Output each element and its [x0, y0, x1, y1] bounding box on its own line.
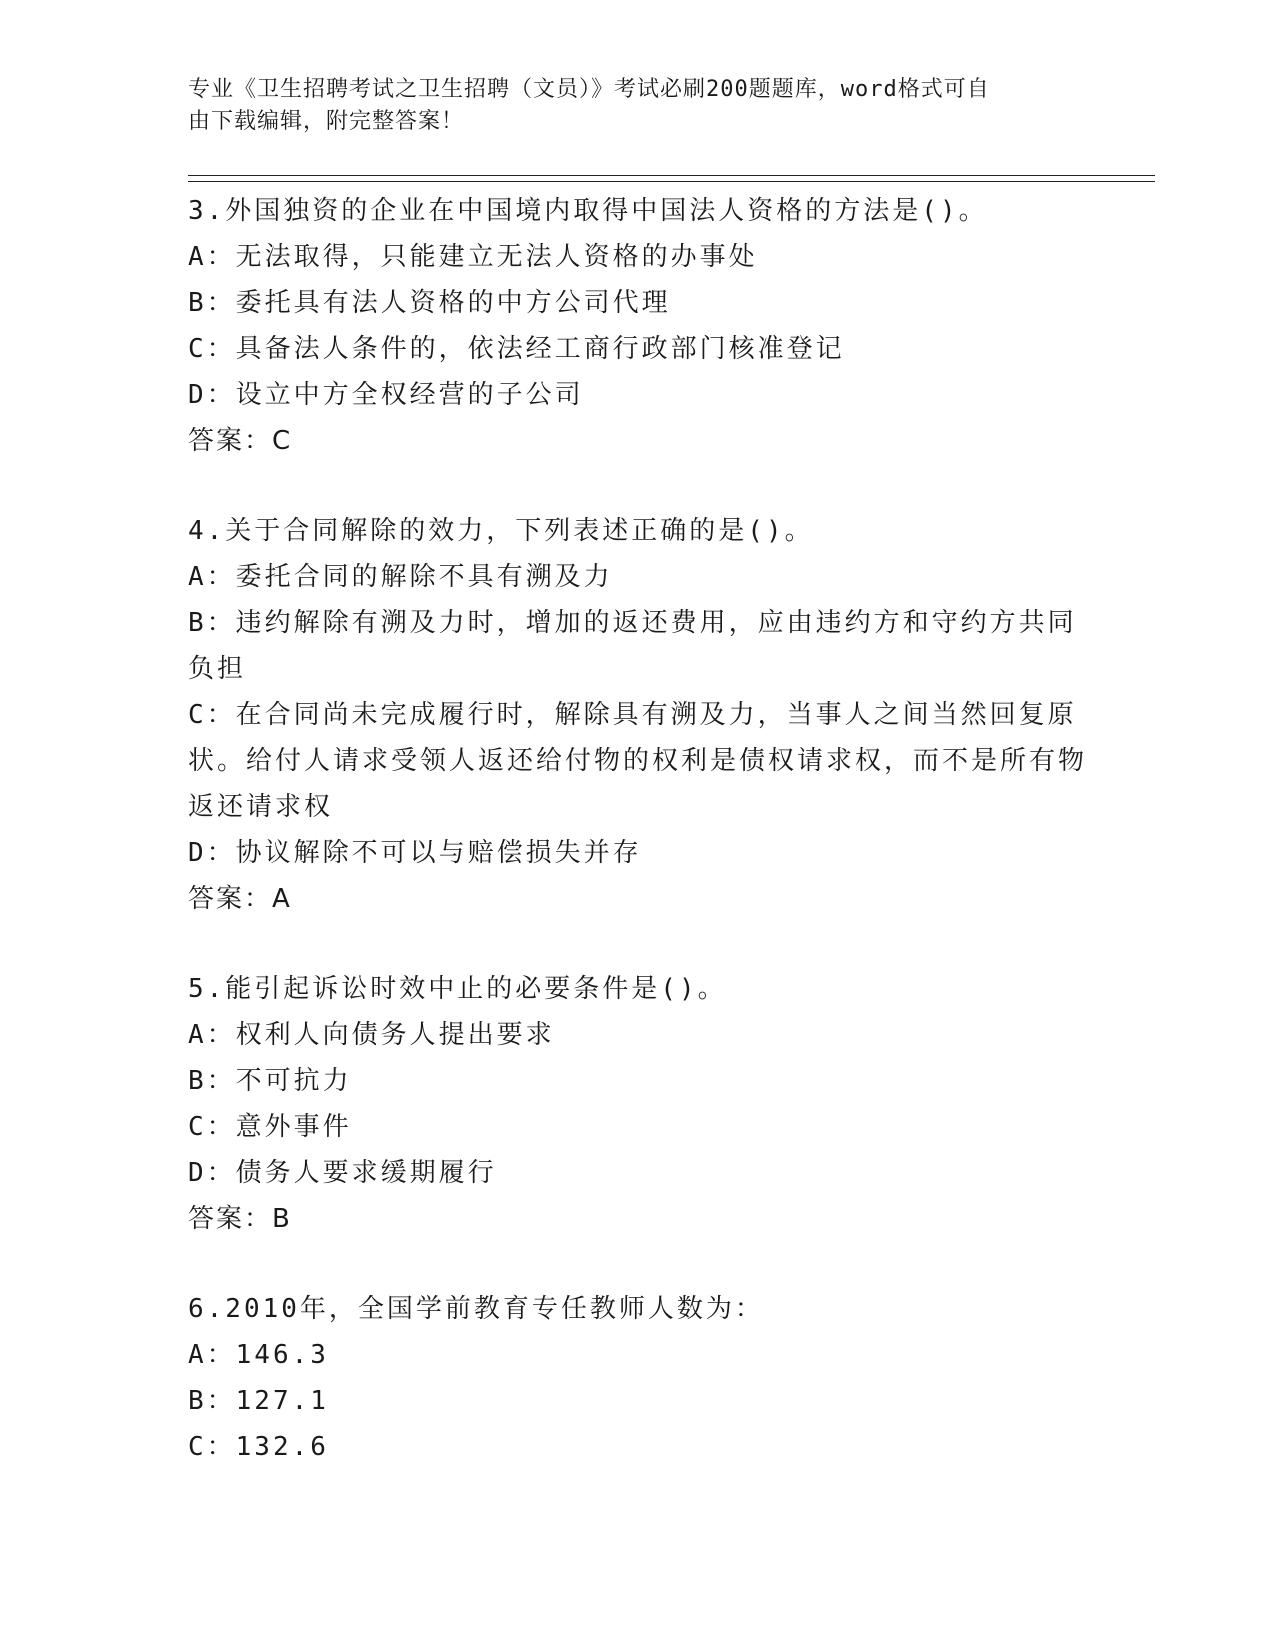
option-b: B：违约解除有溯及力时，增加的返还费用，应由违约方和守约方共同负担 [188, 608, 1077, 684]
option-c: C：在合同尚未完成履行时，解除具有溯及力，当事人之间当然回复原状。给付人请求受领人返还给付物的权利是债权请求权，而不是所有物返还请求权 [188, 700, 1088, 822]
header-line-2: 由下载编辑，附完整答案！ [188, 109, 465, 134]
option-d: D：设立中方全权经营的子公司 [188, 380, 584, 410]
question-stem: 3.外国独资的企业在中国境内取得中国法人资格的方法是()。 [188, 196, 988, 226]
spacer [188, 1242, 1088, 1286]
question-block [188, 508, 1088, 922]
option-b: B：127.1 [188, 1386, 329, 1416]
answer-label: 答案：C [188, 426, 293, 456]
option-c: C：意外事件 [188, 1112, 352, 1142]
question-stem: 4.关于合同解除的效力，下列表述正确的是()。 [188, 516, 814, 546]
option-b: B：委托具有法人资格的中方公司代理 [188, 288, 671, 318]
question-block [188, 1286, 1088, 1470]
question-stem: 6.2010年，全国学前教育专任教师人数为： [188, 1294, 764, 1324]
question-stem: 5.能引起诉讼时效中止的必要条件是()。 [188, 974, 727, 1004]
spacer [188, 464, 1088, 508]
option-d: D：协议解除不可以与赔偿损失并存 [188, 838, 642, 868]
spacer [188, 922, 1088, 966]
option-a: A：无法取得，只能建立无法人资格的办事处 [188, 242, 758, 272]
option-a: A：委托合同的解除不具有溯及力 [188, 562, 613, 592]
question-list [188, 188, 1088, 1470]
header-divider-bottom [188, 181, 1155, 182]
option-c: C：具备法人条件的，依法经工商行政部门核准登记 [188, 334, 845, 364]
document-header [188, 74, 1078, 138]
option-a: A：权利人向债务人提出要求 [188, 1020, 555, 1050]
answer-label: 答案：B [188, 1204, 292, 1234]
option-a: A：146.3 [188, 1340, 329, 1370]
question-block [188, 966, 1088, 1242]
option-b: B：不可抗力 [188, 1066, 352, 1096]
header-divider-top [188, 175, 1155, 176]
option-c: C：132.6 [188, 1432, 329, 1462]
option-d: D：债务人要求缓期履行 [188, 1158, 497, 1188]
question-block [188, 188, 1088, 464]
header-line-1: 专业《卫生招聘考试之卫生招聘（文员）》考试必刷200题题库，word格式可自 [188, 77, 990, 102]
answer-label: 答案：A [188, 884, 292, 914]
